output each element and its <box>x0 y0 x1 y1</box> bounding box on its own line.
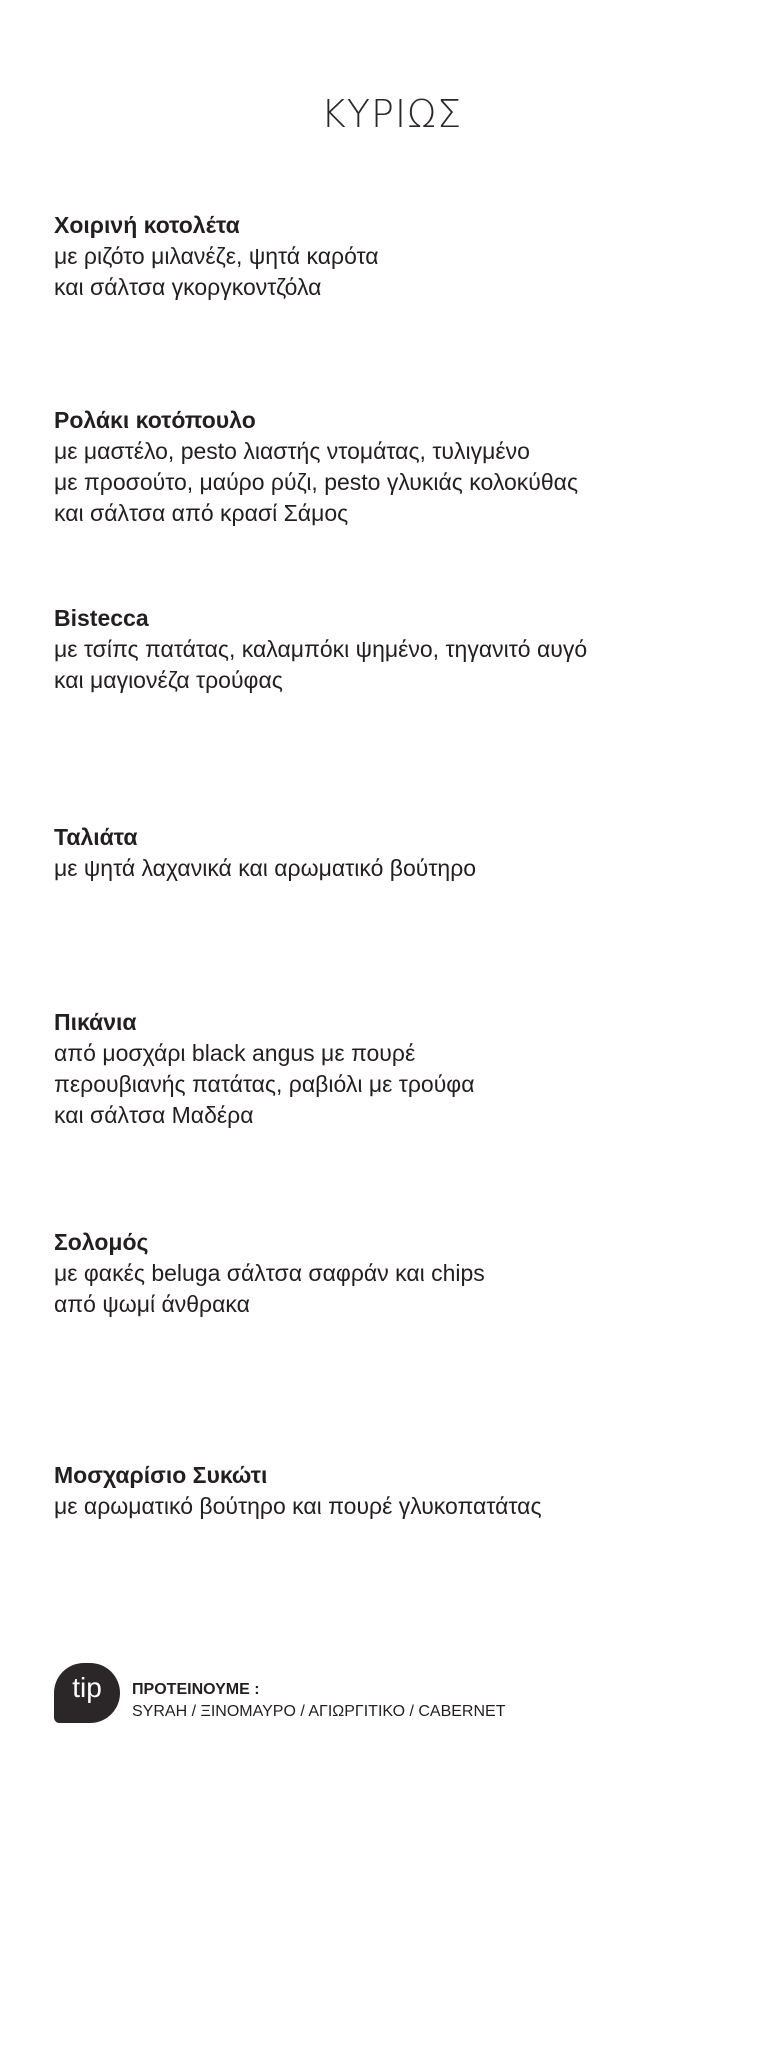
dish-item <box>54 1227 754 1320</box>
tip-badge-icon <box>54 1663 120 1723</box>
wine-tip <box>54 1663 654 1727</box>
dish-description: με αρωματικό βούτηρο και πουρέ γλυκοπατάτας <box>54 1493 542 1519</box>
dish-item <box>54 603 754 696</box>
dish-description: από μοσχάρι black angus με πουρέ περουβιανής πατάτας, ραβιόλι με τρούφα και σάλτσα Μαδέρα <box>54 1040 475 1128</box>
dish-name: Ρολάκι κοτόπουλο <box>54 407 256 433</box>
dish-description: με ριζότο μιλανέζε, ψητά καρότα και σάλτσα γκοργκοντζόλα <box>54 243 379 300</box>
dish-item <box>54 1460 754 1522</box>
dish-name: Ταλιάτα <box>54 824 138 850</box>
tip-heading: ΠΡΟΤΕΙΝΟΥΜΕ : <box>132 1681 260 1698</box>
dish-description: με φακές beluga σάλτσα σαφράν και chips από ψωμί άνθρακα <box>54 1260 485 1317</box>
dish-item <box>54 1007 754 1131</box>
dish-description: με μαστέλο, pesto λιαστής ντομάτας, τυλιγμένο με προσούτο, μαύρο ρύζι, pesto γλυκιάς κολοκύθας και σάλτσα από κρασί Σάμος <box>54 438 579 526</box>
dish-name: Bistecca <box>54 605 149 631</box>
tip-badge-label: tip <box>72 1672 102 1703</box>
dish-description: με ψητά λαχανικά και αρωματικό βούτηρο <box>54 855 477 881</box>
dish-name: Σολομός <box>54 1229 149 1255</box>
page-title: ΚΥΡΙΩΣ <box>320 92 463 136</box>
dish-item <box>54 405 754 529</box>
dish-item <box>54 210 754 303</box>
dish-name: Χοιρινή κοτολέτα <box>54 212 240 238</box>
dish-description: με τσίπς πατάτας, καλαμπόκι ψημένο, τηγανιτό αυγό και μαγιονέζα τρούφας <box>54 636 588 693</box>
dish-name: Πικάνια <box>54 1009 137 1035</box>
tip-wine-list: SYRAH / ΞΙΝΟΜΑΥΡΟ / ΑΓΙΩΡΓΙΤΙΚΟ / CABERNET <box>132 1703 506 1720</box>
dish-item <box>54 822 754 884</box>
dish-name: Μοσχαρίσιο Συκώτι <box>54 1462 268 1488</box>
